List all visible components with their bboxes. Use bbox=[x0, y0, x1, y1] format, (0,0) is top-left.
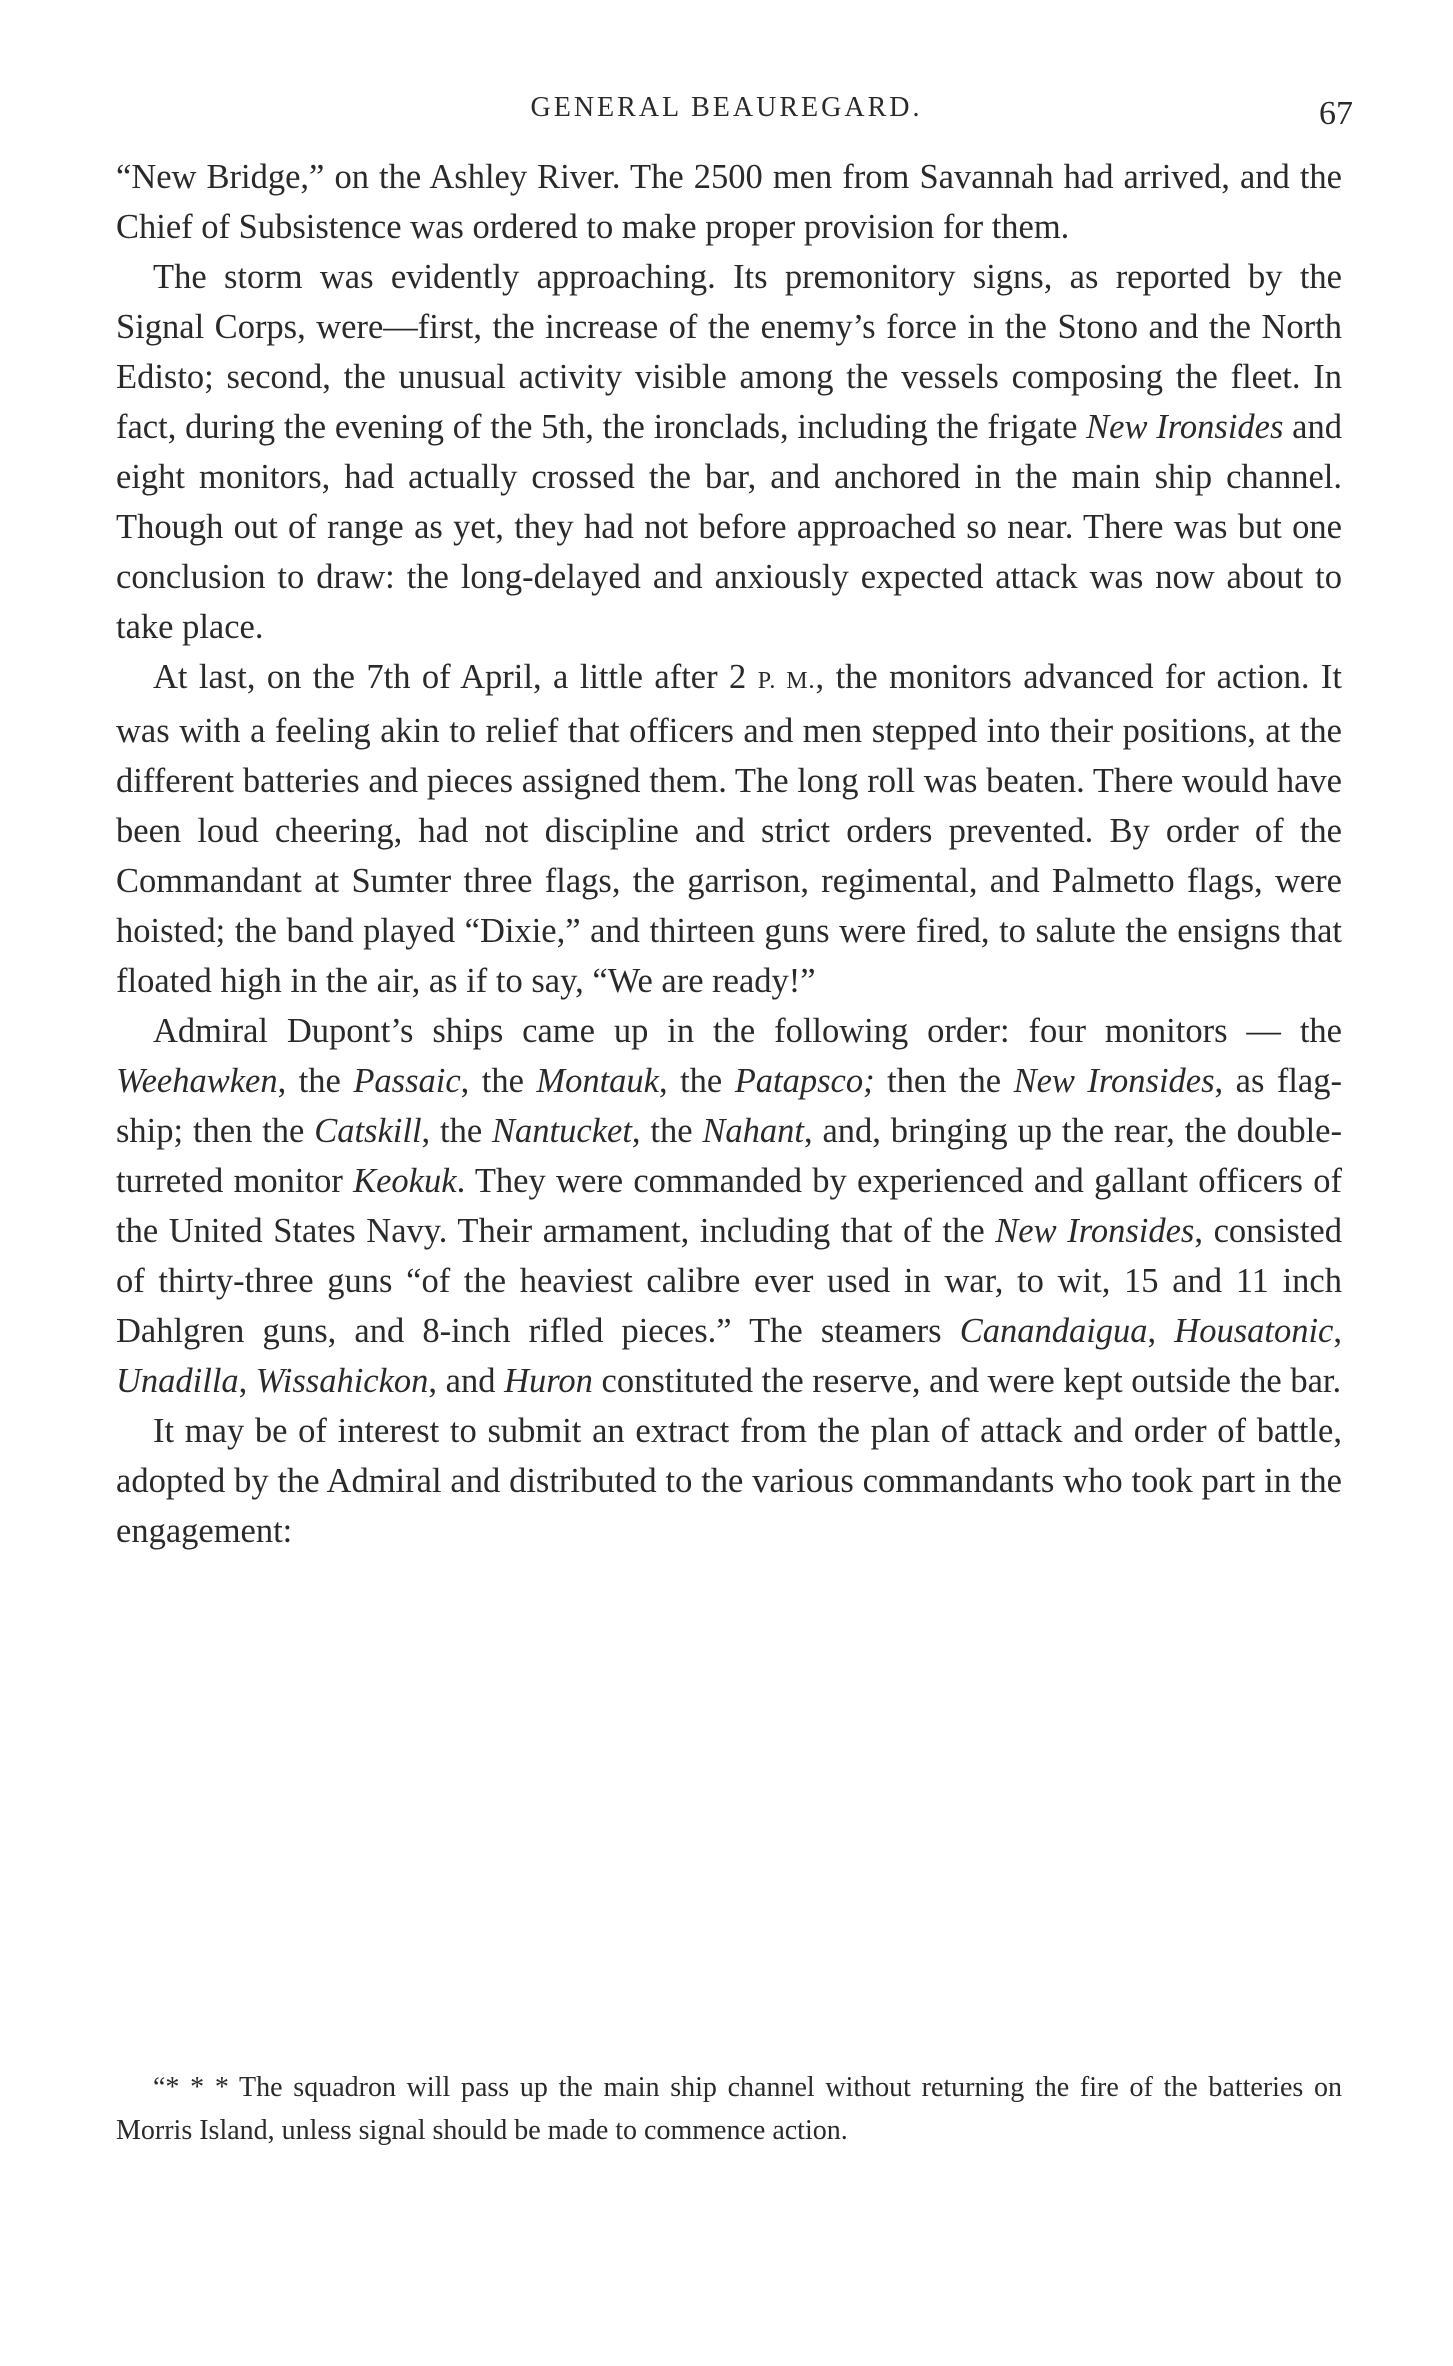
italic-name: Passaic bbox=[353, 1062, 461, 1100]
text-run: , the bbox=[421, 1112, 493, 1150]
text-run: , the monitors advanced for action. It was with a feeling akin to relief that officers and men stepped into their positions, at the different batteries and pieces assigned them. The long roll was beaten. There would have been loud cheering, had not discipline and strict orders prevented. By order of the Commandant at Sumter three flags, the garrison, regimental, and Palmetto flags, were hoisted; the band played “Dixie,” and thirteen guns were fired, to salute the ensigns that floated high in the air, as if to say, “We are ready!” bbox=[116, 658, 1342, 1000]
paragraph bbox=[116, 1406, 1342, 1556]
text-run: At last, on the 7th of April, a little after 2 bbox=[153, 658, 758, 696]
paragraph bbox=[116, 1006, 1342, 1406]
text-run: It may be of interest to submit an extract from the plan of attack and order of battle, adopted by the Admiral and distributed to the various commandants who took part in the engagement: bbox=[116, 1412, 1342, 1550]
text-run: , the bbox=[659, 1062, 735, 1100]
text-run: constituted the reserve, and were kept outside the bar. bbox=[592, 1362, 1342, 1400]
paragraph bbox=[116, 252, 1342, 652]
quoted-extract: “* * * The squadron will pass up the main ship channel without returning the fire of the batteries on Morris Island, unless signal should be made to commence action. bbox=[116, 2072, 1342, 2146]
text-run: , the bbox=[277, 1062, 354, 1100]
running-title: GENERAL BEAUREGARD. bbox=[530, 92, 923, 123]
body-text bbox=[116, 152, 1342, 1556]
text-run: and eight monitors, had actually crossed the bar, and anchored in the main ship channel. Though out of range as yet, they had not before approached so near. There was but one conclusion to draw: the long-delayed and anxiously expected attack was now about to take place. bbox=[116, 408, 1342, 646]
time-abbreviation: P. M. bbox=[757, 668, 816, 694]
italic-name: Montauk bbox=[536, 1062, 659, 1100]
italic-name: Nahant bbox=[702, 1112, 804, 1150]
text-run: Admiral Dupont’s ships came up in the following order: four monitors — the bbox=[153, 1012, 1342, 1050]
italic-name: Nantucket bbox=[492, 1112, 632, 1150]
paragraph bbox=[116, 152, 1342, 252]
text-run: , as flag-ship; then the bbox=[116, 1062, 1342, 1150]
italic-name: Weehawken bbox=[116, 1062, 278, 1100]
text-run: then the bbox=[874, 1062, 1014, 1100]
text-run: , the bbox=[631, 1112, 703, 1150]
italic-name: Patapsco; bbox=[734, 1062, 875, 1100]
text-run: The storm was evidently approaching. Its premonitory signs, as reported by the Signal Corps, were—first, the increase of the enemy’s force in the Stono and the North Edisto; second, the unusual activity visible among the vessels composing the fleet. In fact, during the evening of the 5th, the ironclads, including the frigate bbox=[116, 258, 1342, 446]
italic-name: Catskill bbox=[314, 1112, 422, 1150]
text-run: . They were commanded by experienced and gallant officers of the United States Navy. Their armament, including that of the bbox=[116, 1162, 1342, 1250]
italic-name: New Ironsides bbox=[1013, 1062, 1215, 1100]
italic-name: Wissahickon bbox=[255, 1362, 429, 1400]
running-head bbox=[0, 88, 1453, 132]
italic-name: Housatonic bbox=[1174, 1312, 1334, 1350]
text-run: , bbox=[1333, 1312, 1342, 1350]
page-number: 67 bbox=[1319, 95, 1353, 132]
italic-name: Unadilla bbox=[116, 1362, 239, 1400]
paragraph bbox=[116, 652, 1342, 1006]
text-run: “New Bridge,” on the Ashley River. The 2500 men from Savannah had arrived, and the Chief of Subsistence was ordered to make proper provision for them. bbox=[116, 158, 1342, 246]
italic-name: Keokuk bbox=[353, 1162, 457, 1200]
text-run: , and bbox=[428, 1362, 505, 1400]
italic-name: Canandaigua bbox=[959, 1312, 1148, 1350]
text-run: , bbox=[1147, 1312, 1175, 1350]
text-run: , the bbox=[460, 1062, 537, 1100]
italic-name: New Ironsides bbox=[1086, 408, 1284, 446]
italic-name: Huron bbox=[504, 1362, 593, 1400]
text-run: , consisted of thirty-three guns “of the heaviest calibre ever used in war, to wit, 15 and 11 inch Dahlgren guns, and 8-inch rifled pieces.” The steamers bbox=[116, 1212, 1342, 1350]
text-run: , and, bringing up the rear, the double-turreted monitor bbox=[116, 1112, 1342, 1200]
italic-name: New Ironsides bbox=[995, 1212, 1195, 1250]
text-run: , bbox=[238, 1362, 256, 1400]
